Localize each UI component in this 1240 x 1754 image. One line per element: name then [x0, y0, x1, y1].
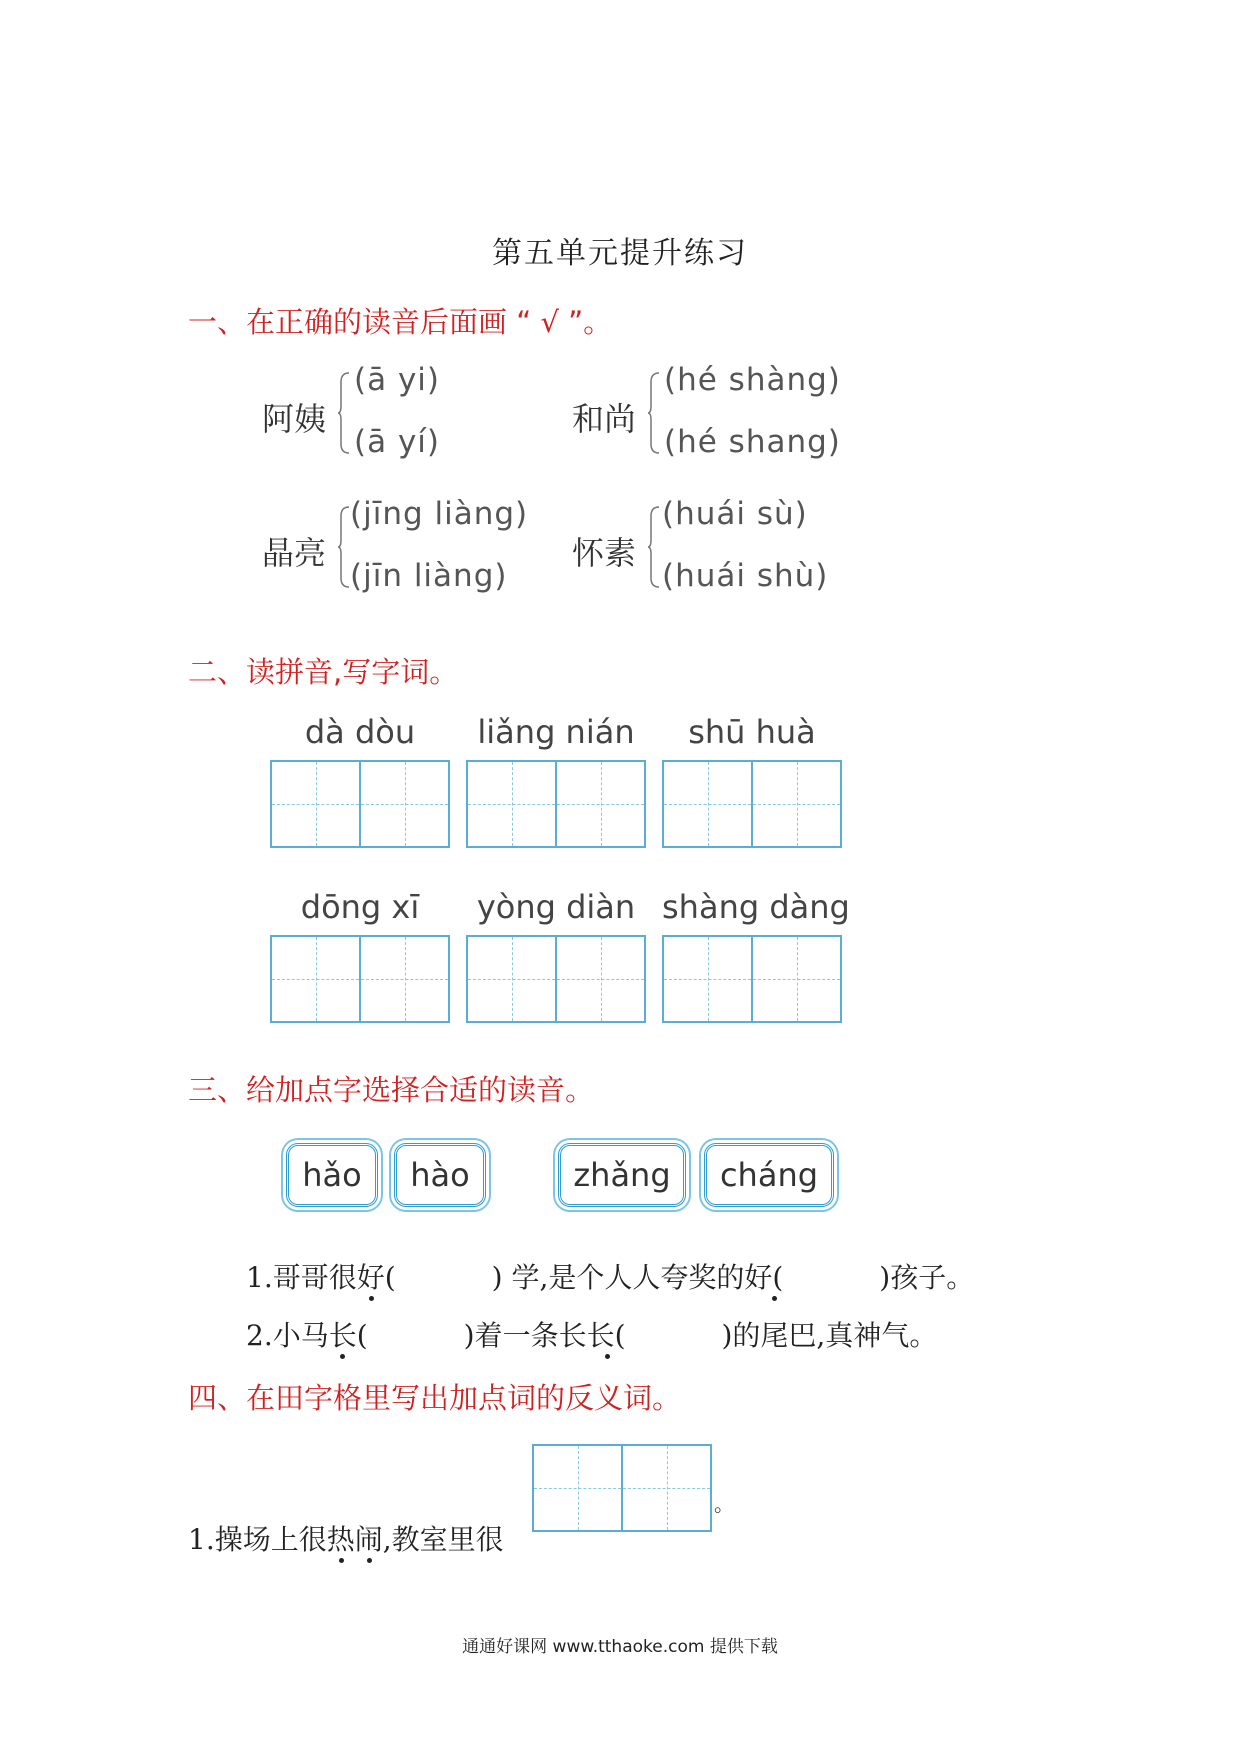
brace-icon — [338, 372, 350, 454]
pinyin-label: liǎng nián — [477, 713, 635, 751]
brace-icon — [648, 506, 660, 588]
sentence-2-part-b: )着一条长长( — [463, 1319, 626, 1352]
option-jingliang-2[interactable]: (jīn liàng) — [350, 558, 508, 594]
option-heshang-2[interactable]: (hé shang) — [664, 424, 841, 460]
reading-card-chang2[interactable]: cháng — [704, 1143, 834, 1207]
writing-grid[interactable] — [466, 935, 646, 1023]
period-mark: 。 — [714, 1492, 734, 1516]
emphasis-dot — [367, 1558, 372, 1563]
writing-grid[interactable] — [270, 935, 450, 1023]
grid-cell[interactable] — [468, 762, 555, 846]
sentence-1-part-a: 1.哥哥很好( — [246, 1261, 396, 1294]
writing-grid[interactable] — [270, 760, 450, 848]
word-heshang: 和尚 — [572, 400, 637, 438]
grid-cell[interactable] — [359, 937, 448, 1021]
word-huaisu: 怀素 — [572, 534, 637, 572]
section2-heading: 二、读拼音,写字词。 — [188, 655, 459, 689]
writing-grid[interactable] — [662, 935, 842, 1023]
pinyin-label: dōng xī — [300, 888, 420, 926]
word-ayi: 阿姨 — [262, 400, 327, 438]
grid-cell[interactable] — [751, 762, 840, 846]
grid-cell[interactable] — [555, 937, 644, 1021]
grid-cell[interactable] — [621, 1446, 710, 1530]
option-ayi-2[interactable]: (ā yí) — [354, 424, 440, 460]
section3-heading: 三、给加点字选择合适的读音。 — [188, 1073, 595, 1107]
option-huaisu-1[interactable]: (huái sù) — [662, 496, 808, 532]
writing-grid[interactable] — [662, 760, 842, 848]
footer: 通通好课网 www.tthaoke.com 提供下载 — [462, 1637, 778, 1657]
brace-icon — [648, 372, 660, 454]
section1-heading: 一、在正确的读音后面画 “ √ ”。 — [188, 305, 613, 339]
reading-card-hao4[interactable]: hào — [394, 1143, 486, 1207]
grid-cell[interactable] — [555, 762, 644, 846]
writing-grid[interactable] — [466, 760, 646, 848]
page-title: 第五单元提升练习 — [492, 236, 748, 271]
grid-cell[interactable] — [359, 762, 448, 846]
sentence-1 — [246, 1256, 974, 1296]
pinyin-label: shū huà — [688, 713, 816, 751]
option-jingliang-1[interactable]: (jīng liàng) — [350, 496, 529, 532]
sentence-1-part-b: ) 学,是个人人夸奖的好( — [491, 1261, 784, 1294]
option-huaisu-2[interactable]: (huái shù) — [662, 558, 829, 594]
grid-cell[interactable] — [272, 762, 359, 846]
antonym-sentence-1: 1.操场上很热闹,教室里很 — [188, 1523, 504, 1556]
grid-cell[interactable] — [664, 937, 751, 1021]
pinyin-label: shàng dàng — [662, 888, 850, 926]
sentence-2 — [246, 1314, 937, 1354]
reading-card-hao3[interactable]: hǎo — [286, 1143, 378, 1207]
writing-grid[interactable] — [532, 1444, 712, 1532]
emphasis-dot — [772, 1296, 777, 1301]
emphasis-dot — [339, 1558, 344, 1563]
sentence-1-part-c: )孩子。 — [879, 1261, 975, 1294]
grid-cell[interactable] — [664, 762, 751, 846]
word-jingliang: 晶亮 — [262, 534, 327, 572]
pinyin-label: dà dòu — [304, 713, 416, 751]
sentence-2-part-a: 2.小马长( — [246, 1319, 368, 1352]
grid-cell[interactable] — [751, 937, 840, 1021]
section4-heading: 四、在田字格里写出加点词的反义词。 — [188, 1381, 682, 1415]
option-ayi-1[interactable]: (ā yi) — [354, 362, 440, 398]
emphasis-dot — [605, 1354, 610, 1359]
option-heshang-1[interactable]: (hé shàng) — [664, 362, 841, 398]
grid-cell[interactable] — [468, 937, 555, 1021]
pinyin-label: yòng diàn — [476, 888, 636, 926]
grid-cell[interactable] — [272, 937, 359, 1021]
reading-card-zhang3[interactable]: zhǎng — [558, 1143, 686, 1207]
sentence-2-part-c: )的尾巴,真神气。 — [721, 1319, 938, 1352]
brace-icon — [338, 506, 350, 588]
emphasis-dot — [340, 1354, 345, 1359]
emphasis-dot — [369, 1296, 374, 1301]
grid-cell[interactable] — [534, 1446, 621, 1530]
